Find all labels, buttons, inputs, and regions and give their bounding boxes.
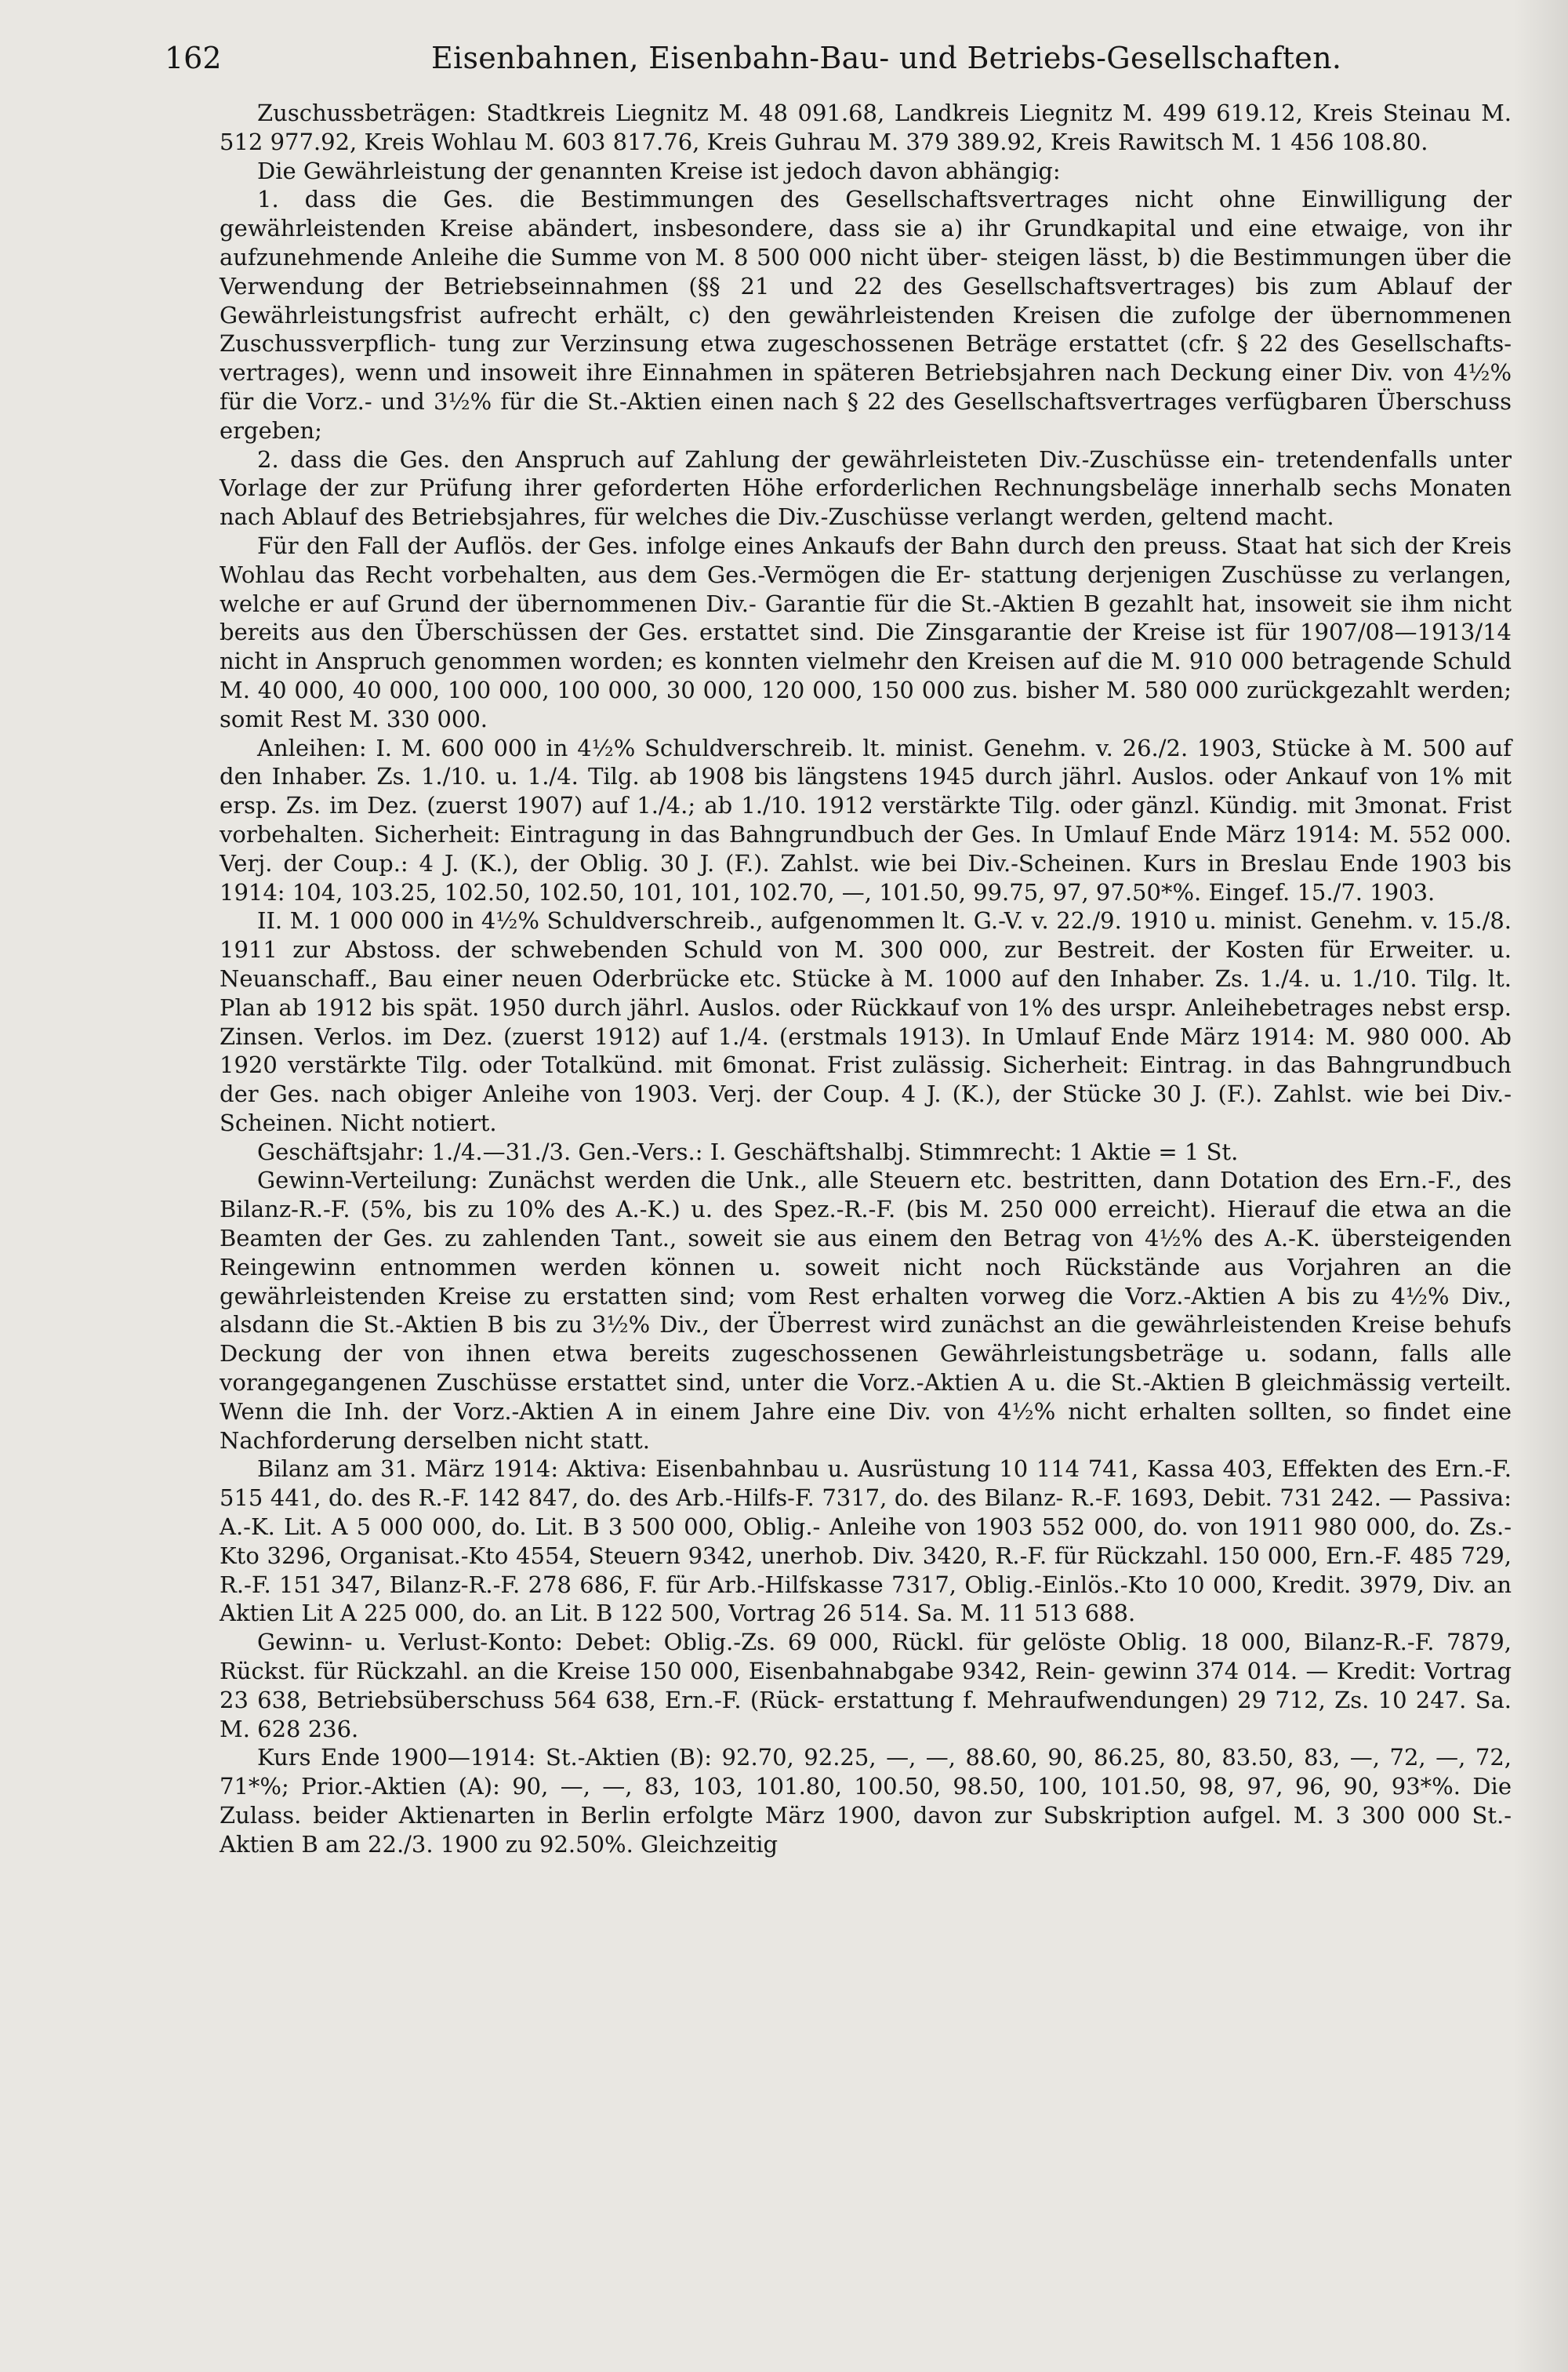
text-line: Schuld M. 40 000, 40 000, 100 000, 100 000, 30 000, 120 000, 150 000 zus. bisher M. 580 000	[220, 648, 1512, 703]
text-line: R.-F. 1693, Debit. 731 242. — Passiva: A.-K. Lit. A 5 000 000, do. Lit. B 3 500 000, Oblig.-	[220, 1484, 1512, 1541]
text-line: erreicht). Hierauf die etwa an die Beamten der Ges. zu zahlenden Tant., soweit sie aus einem	[220, 1196, 1512, 1252]
text-line: sind; vom Rest erhalten vorweg die Vorz.-Aktien A bis zu 4½% Div., alsdann die St.-Aktien B	[220, 1282, 1512, 1339]
text-line: Gewinn-Verteilung: Zunächst werden die Unk., alle Steuern etc. bestritten, dann Dotation	[257, 1167, 1319, 1194]
text-line: Garantie für die St.-Aktien B gezahlt hat, insoweit sie ihm nicht bereits aus den Überschüssen	[220, 590, 1512, 646]
text-line: der von ihnen etwa bereits zugeschossenen Gewährleistungsbeträge u. sodann, falls alle	[343, 1340, 1512, 1368]
paragraph-condition-2	[220, 445, 1512, 532]
text-line: Bilanz am 31. März 1914: Aktiva: Eisenbahnbau u. Ausrüstung 10 114 741, Kassa 403,	[257, 1455, 1274, 1483]
text-line: nicht erhalten sollten, so findet eine Nachforderung derselben nicht statt.	[220, 1397, 1512, 1454]
text-line: Bilanz-R.-F. 7879, Rückst. für Rückzahl. an die Kreise 150 000, Eisenbahnabgabe 9342, Rein-	[220, 1629, 1512, 1685]
text-line: eine etwaige, von ihr aufzunehmende Anleihe die Summe von M. 8 500 000 nicht über-	[220, 215, 1512, 271]
text-line: Für den Fall der Auflös. der Ges. infolge eines Ankaufs der Bahn durch den preuss.	[257, 532, 1229, 559]
text-line: tung zur Verzinsung etwa zugeschossenen Beträge erstattet (cfr. § 22 des Gesellschafts-	[447, 330, 1512, 358]
text-line: Kreis Steinau M. 512 977.92, Kreis Wohlau M. 603 817.76, Kreis Guhrau M. 379 389.92,	[220, 100, 1512, 155]
text-line: Staat hat sich der Kreis Wohlau das Recht vorbehalten, aus dem Ges.-Vermögen die Er-	[220, 532, 1512, 588]
text-line: an Aktien Lit A 225 000, do. an Lit. B 122 500, Vortrag 26 514. Sa. M. 11 513 688.	[220, 1571, 1512, 1627]
text-line: Kreis Rawitsch M. 1 456 108.80.	[1050, 128, 1428, 155]
text-line: soweit nicht noch Rückstände aus Vorjahren an die gewährleistenden Kreise zu erstatten	[220, 1253, 1512, 1310]
text-line: tretendenfalls unter Vorlage der zur Prüfung ihrer geforderten Höhe erforderlichen	[220, 445, 1512, 502]
text-line: 2. dass die Ges. den Anspruch auf Zahlung der gewährleisteten Div.-Zuschüsse ein-	[257, 445, 1265, 473]
text-line: Anleihen: I. M. 600 000 in 4½% Schuldverschreib. lt. minist. Genehm. v. 26./2. 1903,	[257, 734, 1262, 761]
text-line: Totalkünd. mit 6monat. Frist zulässig. Sicherheit: Eintrag. in das Bahngrundbuch der	[220, 1052, 1512, 1108]
page-edge-shadow	[1513, 0, 1568, 2372]
text-line: vertrages), wenn und insoweit ihre Einnahmen in späteren Betriebsjahren nach Deckung	[220, 359, 1272, 387]
paragraph-aufloesung	[220, 532, 1512, 734]
text-line: II. M. 1 000 000 in 4½% Schuldverschreib., aufgenommen lt. G.-V. v. 22./9. 1910 u. minist.	[257, 907, 1303, 935]
text-line: die Div.-Zuschüsse verlangt werden, geltend macht.	[735, 503, 1334, 531]
page-header	[165, 35, 1450, 82]
paragraph-condition-1	[220, 185, 1512, 445]
text-line: gewinn 374 014. — Kredit: Vortrag 23 638, Betriebsüberschuss 564 638, Ern.-F. (Rück-	[220, 1658, 1512, 1713]
text-line: jährl. Auslos. oder Ankauf von 1% mit ersp. Zs. im Dez. (zuerst 1907) auf 1./4.; ab 1./10. 1912	[220, 763, 1512, 819]
text-line: des Ern.-F., des Bilanz-R.-F. (5%, bis zu 10% des A.-K.) u. des Spez.-R.-F. (bis M. 250 000	[220, 1167, 1512, 1223]
paragraph-anleihen-2	[220, 906, 1512, 1137]
text-line: Steuern 9342, unerhob. Div. 3420, R.-F. für Rückzahl. 150 000, Ern.-F. 485 729, R.-F. 151 347,	[220, 1542, 1512, 1598]
paragraph-anleihen-1	[220, 734, 1512, 907]
text-line: 83, —, 72, —, 72, 71*%; Prior.-Aktien (A): 90, —, —, 83, 103, 101.80, 100.50, 98.50, 100,	[220, 1744, 1512, 1800]
text-line: 4 J. (K.), der Oblig. 30 J. (F.). Zahlst. wie bei Div.-Scheinen. Kurs in Breslau Ende 1903	[419, 849, 1468, 877]
text-line: der Ges. erstattet sind. Die Zinsgarantie der Kreise ist für 1907/08—1913/14 nicht in	[220, 619, 1512, 675]
text-line: Effekten des Ern.-F. 515 441, do. des R.-F. 142 847, do. des Arb.-Hilfs-F. 7317, do. des Bilanz-	[220, 1455, 1512, 1512]
text-line: vorangegangenen Zuschüsse erstattet sind, unter die Vorz.-Aktien A u. die St.-Aktien B	[220, 1369, 1252, 1397]
text-line: Anspruch genommen worden; es konnten vielmehr den Kreisen auf die M. 910 000 betragende	[315, 648, 1425, 675]
text-line: Ges. nach obiger Anleihe von 1903. Verj. der Coup. 4 J. (K.), der Stücke 30 J. (F.). Zahlst.	[269, 1081, 1353, 1108]
paragraph-gewinn-verteilung	[220, 1166, 1512, 1455]
text-line: Anleihe von 1903 552 000, do. von 1911 980 000, do. Zs.-Kto 3296, Organisat.-Kto 4554,	[220, 1513, 1512, 1569]
text-line: der gewährleistenden Kreise abändert, insbesondere, dass sie a) ihr Grundkapital und	[220, 186, 1512, 242]
text-line: Bilanz-R.-F. 278 686, F. für Arb.-Hilfskasse 7317, Oblig.-Einlös.-Kto 10 000, Kredit. 3979, Div.	[389, 1571, 1475, 1598]
text-line: einer Div. von 4½% für die Vorz.- und 3½% für die St.-Aktien einen nach § 22 des	[220, 359, 1512, 415]
text-line: gleichmässig verteilt. Wenn die Inh. der Vorz.-Aktien A in einem Jahre eine Div. von 4½%	[220, 1369, 1512, 1425]
text-line: Gewinn- u. Verlust-Konto: Debet: Oblig.-Zs. 69 000, Rückl. für gelöste Oblig. 18 000,	[257, 1629, 1292, 1656]
text-line: Kosten für Erweiter. u. Neuanschaff., Bau einer neuen Oderbrücke etc. Stücke à M. 1000 auf den	[220, 936, 1512, 992]
text-line: den Betrag von 4½% des A.-K. übersteigenden Reingewinn entnommen werden können u.	[220, 1225, 1512, 1280]
text-line: Geschäftsjahr: 1./4.—31./3. Gen.-Vers.: I. Geschäftshalbj. Stimmrecht: 1 Aktie = 1 St.	[257, 1138, 1239, 1165]
paragraph-gewinn-verlust	[220, 1628, 1512, 1743]
text-line: Inhaber. Zs. 1./4. u. 1./10. Tilg. lt. Plan ab 1912 bis spät. 1950 durch jährl. Auslos. oder Rückkauf	[220, 964, 1512, 1021]
text-line: erstattung f. Mehraufwendungen) 29 712, Zs. 10 247. Sa. M. 628 236.	[220, 1686, 1512, 1742]
text-line: Zuschussbeträgen: Stadtkreis Liegnitz M. 48 091.68, Landkreis Liegnitz M. 499 619.12,	[257, 100, 1303, 126]
text-line: Genehm. v. 15./8. 1911 zur Abstoss. der schwebenden Schuld von M. 300 000, zur Bestreit. der	[220, 907, 1512, 964]
text-line: zurückgezahlt werden; somit Rest M. 330 000.	[220, 676, 1512, 732]
paragraph-bilanz	[220, 1455, 1512, 1628]
text-line: Kurs Ende 1900—1914: St.-Aktien (B): 92.70, 92.25, —, —, 88.60, 90, 86.25, 80, 83.50,	[257, 1744, 1294, 1771]
text-line: 1. dass die Ges. die Bestimmungen des Gesellschaftsvertrages nicht ohne Einwilligung	[257, 186, 1447, 213]
text-line: in das Bahngrundbuch der Ges. In Umlauf Ende März 1914: M. 552 000. Verj. der Coup.:	[220, 820, 1512, 877]
paragraph-kurs	[220, 1743, 1512, 1858]
page-number: 162	[165, 41, 222, 75]
text-line: und 22 des Gesellschaftsvertrages) bis zum Ablauf der Gewährleistungsfrist aufrecht	[220, 272, 1512, 329]
paragraph-zuschuss	[220, 99, 1512, 157]
text-line: Die Gewährleistung der genannten Kreise ist jedoch davon abhängig:	[257, 157, 1061, 184]
paragraph-gewaehrleistung	[220, 157, 1512, 186]
text-line: bis zu 3½% Div., der Überrest wird zunächst an die gewährleistenden Kreise behufs Deckung	[220, 1311, 1512, 1368]
text-line: 101.50, 98, 97, 96, 90, 93*%. Die Zulass. beider Aktienarten in Berlin erfolgte März 1900, davon	[220, 1773, 1512, 1829]
text-line: bis 1914: 104, 103.25, 102.50, 102.50, 101, 101, 102.70, —, 101.50, 99.75, 97, 97.50*%. Eingef.	[220, 849, 1512, 906]
text-line: Stücke à M. 500 auf den Inhaber. Zs. 1./10. u. 1./4. Tilg. ab 1908 bis längstens 1945 durch	[220, 734, 1512, 790]
text-line: (erstmals 1913). In Umlauf Ende März 1914: M. 980 000. Ab 1920 verstärkte Tilg. oder	[220, 1023, 1512, 1079]
text-line: verstärkte Tilg. oder gänzl. Kündig. mit 3monat. Frist vorbehalten. Sicherheit: Eintragung	[220, 792, 1512, 848]
page-body	[220, 99, 1512, 1859]
text-line: 15./7. 1903.	[1297, 878, 1436, 906]
text-line: von 1% des urspr. Anleihebetrages nebst ersp. Zinsen. Verlos. im Dez. (zuerst 1912) auf 1./4.	[220, 993, 1512, 1050]
paragraph-geschaeftsjahr	[220, 1138, 1512, 1167]
text-line: Rechnungsbeläge innerhalb sechs Monaten nach Ablauf des Betriebsjahres, für welches	[220, 474, 1512, 531]
text-line: wie bei Div.-Scheinen. Nicht notiert.	[220, 1081, 1512, 1136]
text-line: zur Subskription aufgel. M. 3 300 000 St.-Aktien B am 22./3. 1900 zu 92.50%. Gleichzeitig	[220, 1802, 1512, 1858]
text-line: erhält, c) den gewährleistenden Kreisen die zufolge der übernommenen Zuschussverpflich-	[220, 301, 1512, 358]
text-line: stattung derjenigen Zuschüsse zu verlangen, welche er auf Grund der übernommenen Div.-	[220, 561, 1512, 617]
text-line: Gesellschaftsvertrages verfügbaren Überschuss ergeben;	[220, 387, 1512, 444]
running-title: Eisenbahnen, Eisenbahn-Bau- und Betriebs-Gesellschaften.	[431, 41, 1342, 75]
text-line: steigen lässt, b) die Bestimmungen über die Verwendung der Betriebseinnahmen (§§ 21	[220, 243, 1512, 300]
